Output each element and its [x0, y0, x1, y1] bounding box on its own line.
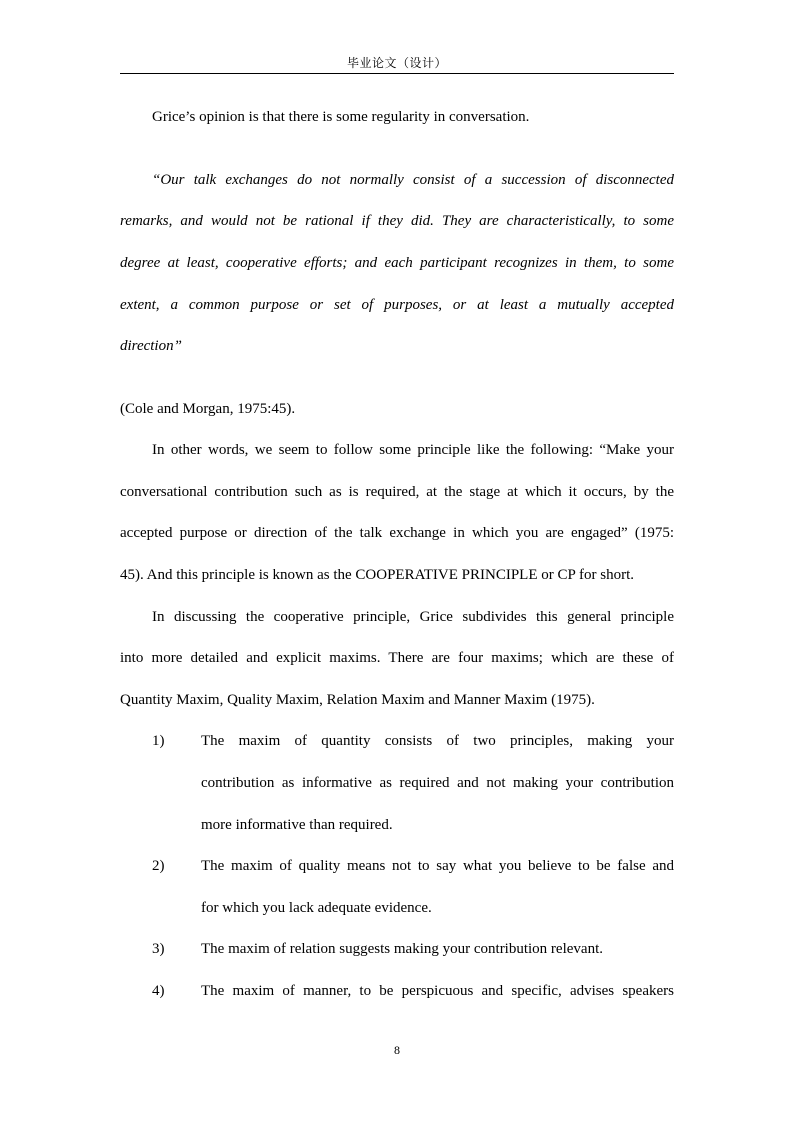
citation: (Cole and Morgan, 1975:45). — [120, 401, 296, 417]
page-number: 8 — [394, 1043, 400, 1057]
quote-line: remarks, and would not be rational if they did. They are characteristically, to some — [120, 213, 674, 229]
paragraph-line: Quantity Maxim, Quality Maxim, Relation Maxim and Manner Maxim (1975). — [120, 692, 595, 708]
quote-line: extent, a common purpose or set of purposes, or at least a mutually accepted — [120, 297, 674, 313]
header-title: 毕业论文（设计） — [346, 56, 447, 70]
quote-line: direction” — [120, 338, 182, 354]
list-item-number: 2) — [152, 858, 165, 874]
quote-line: degree at least, cooperative efforts; and each participant recognizes in them, to some — [120, 255, 674, 271]
paragraph-line: In discussing the cooperative principle, Grice subdivides this general principle — [152, 609, 674, 625]
list-item-line: contribution as informative as required and not making your contribution — [201, 775, 674, 791]
list-item-line: The maxim of quality means not to say what you believe to be false and — [201, 858, 674, 874]
quote-line: “Our talk exchanges do not normally consist of a succession of disconnected — [152, 172, 674, 188]
list-item-line: more informative than required. — [201, 817, 393, 833]
paragraph-line: 45). And this principle is known as the COOPERATIVE PRINCIPLE or CP for short. — [120, 567, 635, 583]
list-item-number: 1) — [152, 733, 165, 749]
paragraph-line: accepted purpose or direction of the talk exchange in which you are engaged” (1975: — [120, 525, 674, 541]
list-item-line: The maxim of manner, to be perspicuous and specific, advises speakers — [201, 983, 674, 999]
list-item-number: 4) — [152, 983, 165, 999]
paragraph-line: conversational contribution such as is required, at the stage at which it occurs, by the — [120, 484, 674, 500]
list-item-number: 3) — [152, 941, 165, 957]
paragraph-line: In other words, we seem to follow some principle like the following: “Make your — [152, 442, 674, 458]
list-item-line: The maxim of quantity consists of two principles, making your — [201, 733, 674, 749]
intro-paragraph: Grice’s opinion is that there is some regularity in conversation. — [152, 109, 530, 125]
header-rule — [120, 73, 674, 74]
list-item-line: The maxim of relation suggests making your contribution relevant. — [201, 941, 603, 957]
paragraph-line: into more detailed and explicit maxims. There are four maxims; which are these of — [120, 650, 674, 666]
list-item-line: for which you lack adequate evidence. — [201, 900, 432, 916]
